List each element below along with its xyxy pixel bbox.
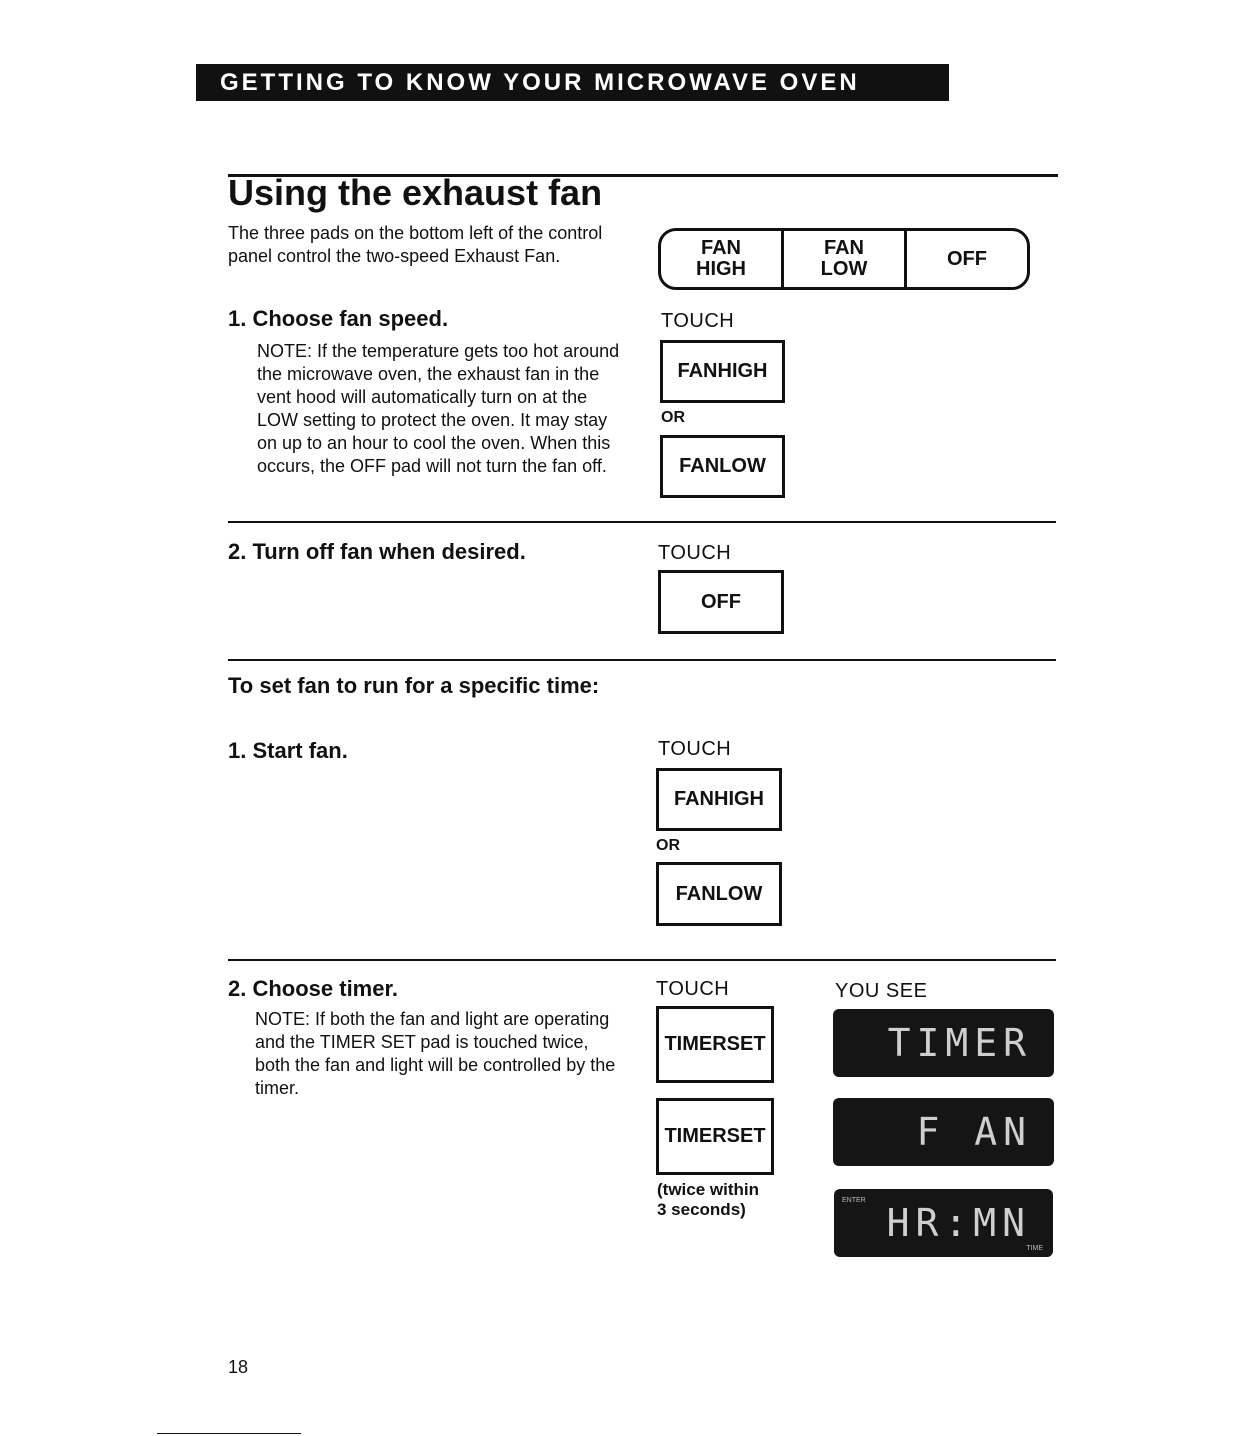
fan-low-pad[interactable]: FAN LOW bbox=[660, 435, 785, 498]
time-indicator: TIME bbox=[1026, 1245, 1043, 1252]
step1-or-label: OR bbox=[661, 409, 685, 426]
timer-set-pad[interactable]: TIMER SET bbox=[656, 1006, 774, 1083]
display-fan: F AN bbox=[833, 1098, 1054, 1166]
choose-timer-title: 2. Choose timer. bbox=[228, 976, 398, 1001]
you-see-label: YOU SEE bbox=[835, 980, 928, 1002]
display-hr-mn: ENTER HR:MN TIME bbox=[834, 1189, 1053, 1257]
step2-touch-label: TOUCH bbox=[658, 542, 732, 564]
control-panel-illustration bbox=[658, 228, 1030, 290]
timer-set-pad[interactable]: TIMER SET bbox=[656, 1098, 774, 1175]
step2-title: 2. Turn off fan when desired. bbox=[228, 539, 526, 564]
divider bbox=[228, 521, 1056, 523]
footer-rule bbox=[157, 1433, 301, 1434]
fan-high-pad[interactable]: FAN HIGH bbox=[656, 768, 782, 831]
fan-low-pad[interactable]: FAN LOW bbox=[656, 862, 782, 926]
enter-indicator: ENTER bbox=[842, 1197, 866, 1204]
step1-note: NOTE: If the temperature gets too hot around the microwave oven, the exhaust fan in the vent hood will automatically turn on at the LOW setting to protect the oven. It may stay on up to an hour to cool the oven. When this occurs, the OFF pad will not turn the fan off. bbox=[257, 341, 620, 476]
panel-off: OFF bbox=[904, 231, 1027, 287]
choose-timer-touch-label: TOUCH bbox=[656, 978, 730, 1000]
divider bbox=[228, 659, 1056, 661]
start-fan-or-label: OR bbox=[656, 837, 680, 854]
page-number: 18 bbox=[228, 1357, 249, 1377]
start-fan-step: 1. Start fan. bbox=[228, 738, 348, 763]
step1-touch-label: TOUCH bbox=[661, 310, 735, 332]
panel-fan-low: FAN LOW bbox=[781, 231, 904, 287]
choose-timer-note: NOTE: If both the fan and light are operating and the TIMER SET pad is touched twice, both the fan and light will be controlled by the timer. bbox=[255, 1009, 616, 1098]
intro-text: The three pads on the bottom left of the control panel control the two-speed Exhaust Fan. bbox=[228, 223, 603, 266]
divider bbox=[228, 959, 1056, 961]
start-fan-touch-label: TOUCH bbox=[658, 738, 732, 760]
timer-section-title: To set fan to run for a specific time: bbox=[228, 673, 600, 698]
twice-within-note: (twice within 3 seconds) bbox=[657, 1180, 759, 1219]
panel-fan-high: FAN HIGH bbox=[696, 237, 746, 280]
off-pad[interactable]: OFF bbox=[658, 570, 784, 634]
page-title: Using the exhaust fan bbox=[228, 172, 603, 213]
fan-high-pad[interactable]: FAN HIGH bbox=[660, 340, 785, 403]
display-timer: TIMER bbox=[833, 1009, 1054, 1077]
step1-title: 1. Choose fan speed. bbox=[228, 306, 449, 331]
section-banner: GETTING TO KNOW YOUR MICROWAVE OVEN bbox=[196, 64, 949, 101]
